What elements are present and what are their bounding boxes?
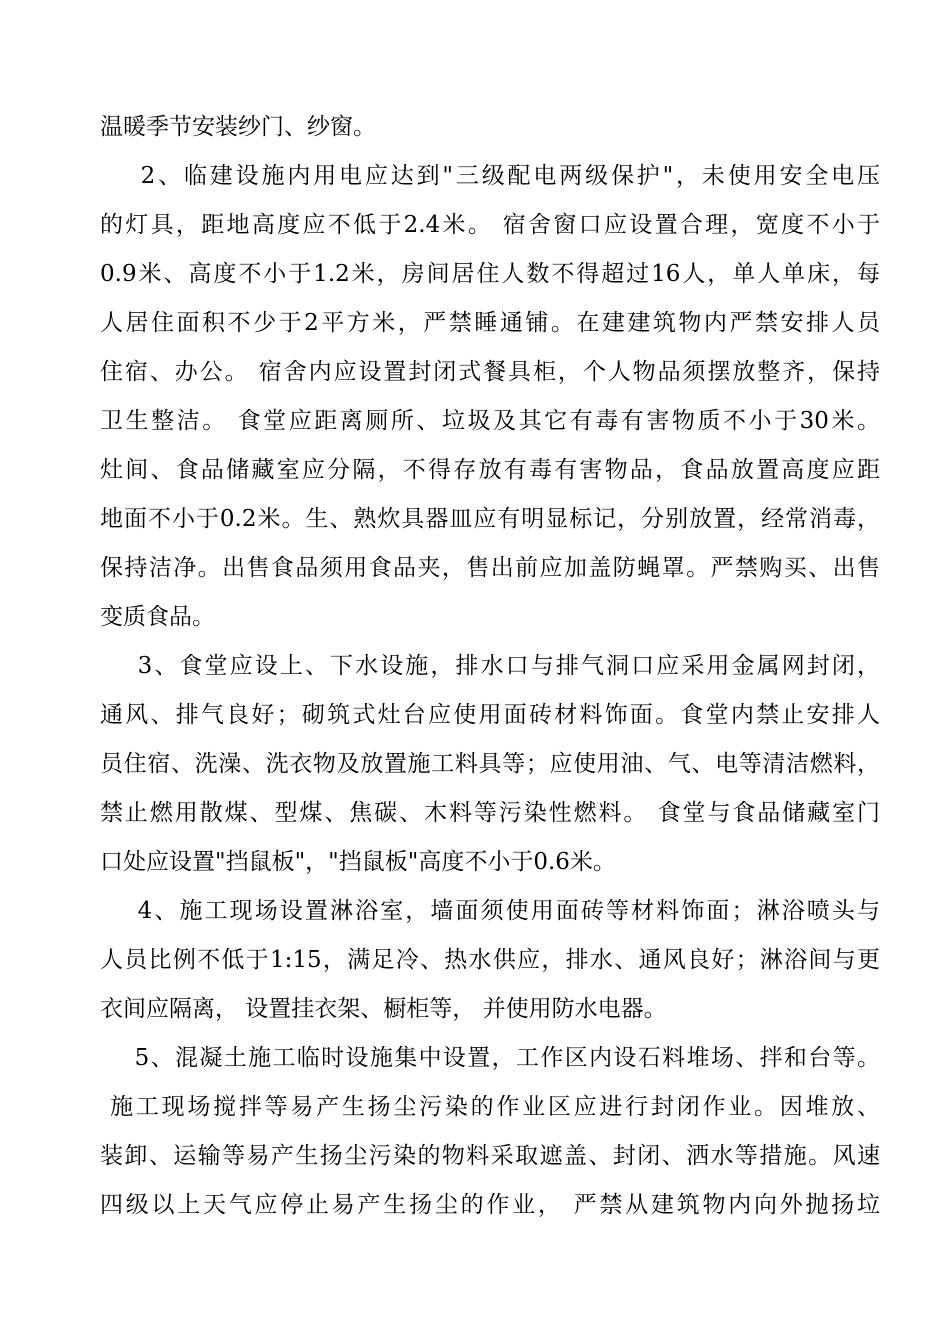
text-line: 地面不小于0.2米。生、熟炊具器皿应有明显标记，分别放置，经常消毒，	[100, 506, 880, 532]
text-line: 变质食品。	[100, 604, 215, 630]
text-line: 住宿、办公。 宿舍内应设置封闭式餐具柜，个人物品须摆放整齐，保持	[100, 359, 880, 385]
text-line: 人员比例不低于1:15，满足冷、热水供应，排水、通风良好；淋浴间与更	[100, 947, 880, 973]
text-line: 员住宿、洗澡、洗衣物及放置施工料具等；应使用油、气、电等清洁燃料，	[100, 751, 880, 777]
text-line: 四级以上天气应停止易产生扬尘的作业， 严禁从建筑物内向外抛扬垃	[100, 1192, 880, 1218]
text-line: 人居住面积不少于2平方米，严禁睡通铺。在建建筑物内严禁安排人员	[100, 310, 880, 336]
text-line: 通风、排气良好；砌筑式灶台应使用面砖材料饰面。食堂内禁止安排人	[100, 702, 880, 728]
text-line: 5、混凝土施工临时设施集中设置，工作区内设石料堆场、拌和台等。	[100, 1045, 880, 1071]
text-line: 保持洁净。出售食品须用食品夹，售出前应加盖防蝇罩。严禁购买、出售	[100, 555, 880, 581]
text-line: 4、施工现场设置淋浴室，墙面须使用面砖等材料饰面；淋浴喷头与	[100, 898, 880, 924]
text-line: 温暖季节安装纱门、纱窗。	[100, 114, 376, 140]
text-line: 禁止燃用散煤、型煤、焦碳、木料等污染性燃料。 食堂与食品储藏室门	[100, 800, 880, 826]
text-line: 卫生整洁。 食堂应距离厕所、垃圾及其它有毒有害物质不小于30米。	[100, 408, 880, 434]
text-line: 衣间应隔离， 设置挂衣架、橱柜等， 并使用防水电器。	[100, 996, 667, 1022]
text-line: 施工现场搅拌等易产生扬尘污染的作业区应进行封闭作业。因堆放、	[100, 1094, 880, 1120]
text-line: 装卸、运输等易产生扬尘污染的物料采取遮盖、封闭、洒水等措施。风速	[100, 1143, 880, 1169]
text-line: 的灯具，距地高度应不低于2.4米。 宿舍窗口应设置合理，宽度不小于	[100, 212, 880, 238]
text-line: 口处应设置"挡鼠板"，"挡鼠板"高度不小于0.6米。	[100, 849, 616, 875]
text-line: 灶间、食品储藏室应分隔，不得存放有毒有害物品，食品放置高度应距	[100, 457, 880, 483]
text-line: 2、临建设施内用电应达到"三级配电两级保护"，未使用安全电压	[100, 163, 880, 189]
text-line: 0.9米、高度不小于1.2米，房间居住人数不得超过16人，单人单床，每	[100, 261, 880, 287]
document-body	[100, 103, 880, 1230]
text-line: 3、食堂应设上、下水设施，排水口与排气洞口应采用金属网封闭，	[100, 653, 880, 679]
